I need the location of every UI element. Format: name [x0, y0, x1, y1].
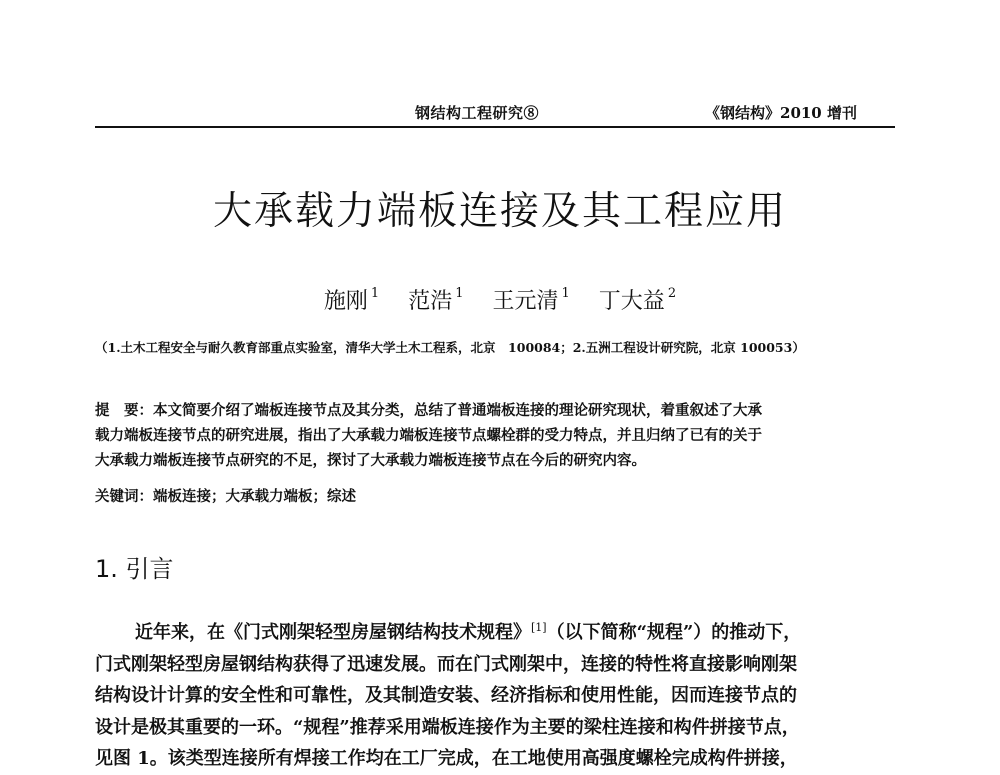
header-rule: [95, 126, 895, 128]
author: [324, 284, 379, 315]
running-header-series: 钢结构工程研究⑧: [415, 104, 540, 122]
abstract-line: 大承载力端板连接节点研究的不足，探讨了大承载力端板连接节点在今后的研究内容。: [95, 452, 646, 469]
author-affiliation-mark: 1: [561, 285, 570, 301]
body-text: （以下简称“规程”）的推动下，: [546, 622, 802, 643]
section-heading: [95, 549, 174, 584]
body-line: [95, 612, 900, 649]
author: [493, 284, 570, 315]
author: [408, 284, 463, 315]
author-name: 丁大益: [598, 289, 665, 314]
author-affiliation-mark: 1: [370, 285, 380, 301]
author-list: [0, 284, 1000, 315]
abstract-label: 提 要：: [95, 402, 153, 419]
keywords-label: 关键词：: [95, 488, 153, 505]
abstract-text: 本文简要介绍了端板连接节点及其分类，总结了普通端板连接的理论研究现状，着重叙述了大承: [153, 402, 762, 419]
author-name: 范浩: [408, 289, 453, 314]
author-name: 施刚: [323, 289, 368, 314]
author: [599, 284, 676, 315]
body-paragraph: [95, 612, 900, 775]
paper-title: 大承载力端板连接及其工程应用: [212, 189, 787, 234]
body-line: 结构设计计算的安全性和可靠性，及其制造安装、经济指标和使用性能，因而连接节点的: [95, 685, 797, 706]
abstract-line: [95, 398, 900, 423]
body-line: 设计是极其重要的一环。“规程”推荐采用端板连接作为主要的梁柱连接和构件拼接节点，: [95, 716, 800, 738]
body-line: 见图 1。该类型连接所有焊接工作均在工厂完成，在工地使用高强度螺栓完成构件拼接，: [95, 748, 798, 769]
affiliations: （1.土木工程安全与耐久教育部重点实验室，清华大学土木工程系，北京 100084；2.五洲工程设计研究院，北京 100053）: [95, 340, 805, 355]
citation-ref: [1]: [531, 621, 547, 634]
section-number: 1.: [95, 555, 118, 583]
author-affiliation-mark: 2: [667, 285, 677, 301]
abstract-line: 载力端板连接节点的研究进展，指出了大承载力端板连接节点螺栓群的受力特点，并且归纳了已有的关于: [95, 427, 762, 444]
keywords: [95, 485, 900, 506]
author-name: 王元清: [492, 289, 559, 314]
author-affiliation-mark: 1: [455, 285, 464, 301]
body-line: 门式刚架轻型房屋钢结构获得了迅速发展。而在门式刚架中，连接的特性将直接影响刚架: [95, 653, 797, 675]
keywords-text: 端板连接；大承载力端板；综述: [153, 488, 356, 505]
abstract: [95, 398, 900, 473]
running-header-journal: 《钢结构》2010 增刊: [705, 104, 857, 122]
section-title: 引言: [125, 555, 174, 583]
body-text: 近年来，在《门式刚架轻型房屋钢结构技术规程》: [135, 622, 531, 643]
